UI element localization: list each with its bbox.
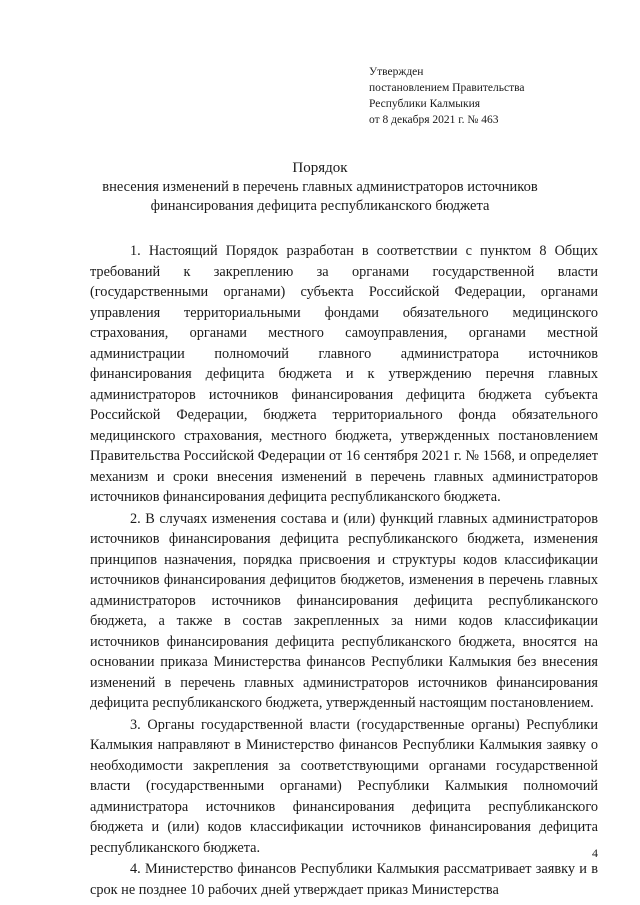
title-line-2: внесения изменений в перечень главных администраторов источников [102,179,538,195]
document-title [60,159,580,216]
title-heading: Порядок [292,160,348,176]
paragraph-1: 1. Настоящий Порядок разработан в соответствии с пунктом 8 Общих требований к закреплению за органами государственной власти (государственными органами) субъекта Российской Федерации, органами управления территориальными фондами обязательного медицинского страхования, органами местного самоуправления, органами местной администрации полномочий главного администратора источников финансирования дефицита бюджета и к утверждению перечня главных администраторов источников финансирования дефицита бюджета субъекта Российской Федерации, бюджета территориального фонда обязательного медицинского страхования, местного бюджета, утвержденных постановлением Правительства Российской Федерации от 16 сентября 2021 г. № 1568, и определяет механизм и сроки внесения изменений в перечень главных администраторов источников финансирования дефицита республиканского бюджета. [90,243,598,505]
approval-stamp [369,64,609,128]
title-line-3: финансирования дефицита республиканского бюджета [150,198,490,214]
approval-line-3: Республики Калмыкия [369,98,481,110]
approval-line-4: от 8 декабря 2021 г. № 463 [369,114,499,126]
approval-line-2: постановлением Правительства [369,82,525,94]
paragraph-2: 2. В случаях изменения состава и (или) функций главных администраторов источников финансирования дефицита республиканского бюджета, изменения принципов назначения, порядка присвоения и структуры кодов классификации источников финансирования дефицитов бюджетов, изменения в перечень главных администраторов источников финансирования дефицита республиканского бюджета, а также в состав закрепленных за ними кодов классификации источников финансирования дефицита республиканского бюджета, вносятся на основании приказа Министерства финансов Республики Калмыкия без внесения изменений в перечень главных администраторов источников финансирования дефицита республиканского бюджета, утвержденный настоящим постановлением. [90,510,598,711]
paragraph-3: 3. Органы государственной власти (государственные органы) Республики Калмыкия направляют в Министерство финансов Республики Калмыкия заявку о необходимости закрепления за соответствующими органами государственной власти (государственными органами) Республики Калмыкия полномочий администратора источников финансирования дефицита республиканского бюджета и (или) кодов классификации источников финансирования дефицита республиканского бюджета. [90,716,598,856]
page-number: 4 [592,846,598,860]
document-body [90,241,598,901]
paragraph-4: 4. Министерство финансов Республики Калмыкия рассматривает заявку и в срок не позднее 10 рабочих дней утверждает приказ Министерства [90,861,598,898]
approval-line-1: Утвержден [369,66,424,78]
